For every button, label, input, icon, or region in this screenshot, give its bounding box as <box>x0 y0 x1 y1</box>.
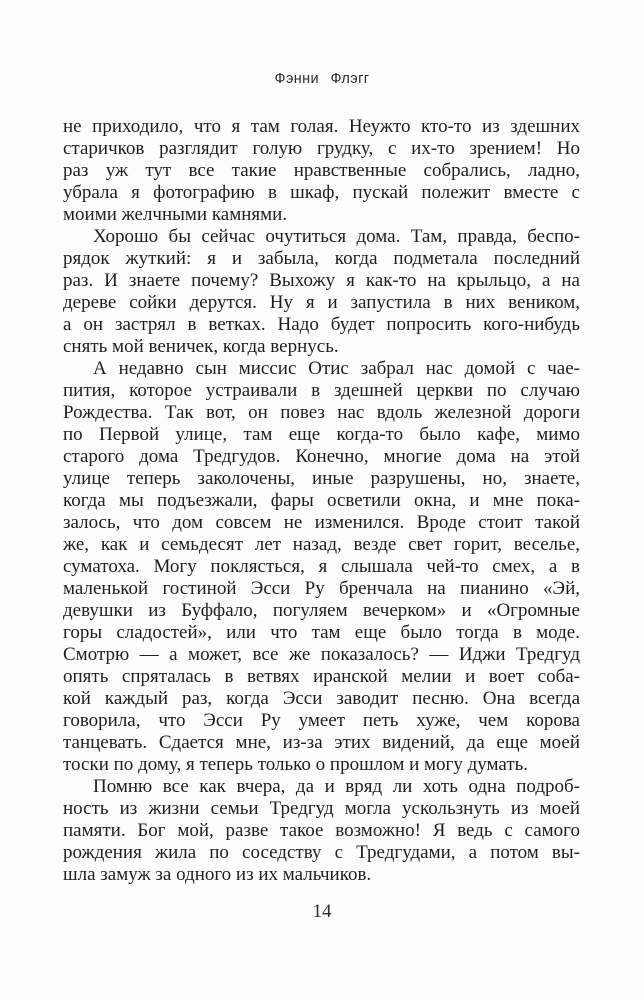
text-line: а он застрял в ветках. Надо будет попросить кого-нибудь <box>63 314 580 335</box>
body-text <box>63 116 580 886</box>
text-line: танцевать. Сдается мне, из-за этих видений, да еще моей <box>63 732 580 753</box>
text-line: раз уж тут все такие нравственные собрались, ладно, <box>63 160 580 181</box>
text-line: дереве сойки дерутся. Ну я и запустила в них веником, <box>63 292 580 313</box>
text-line: шла замуж за одного из их мальчиков. <box>63 864 372 885</box>
text-line: когда мы подъезжали, фары осветили окна, и мне пока- <box>63 490 580 511</box>
text-line: горы сладостей», или что там еще было тогда в моде. <box>63 622 580 643</box>
text-line: пития, которое устраивали в здешней церкви по случаю <box>63 380 580 401</box>
paragraph <box>63 226 580 358</box>
text-line: моими желчными камнями. <box>63 204 288 225</box>
text-line: залось, что дом совсем не изменился. Вроде стоит такой <box>63 512 580 533</box>
text-line: тоски по дому, я теперь только о прошлом и могу думать. <box>63 754 529 775</box>
text-line: маленькой гостиной Эсси Ру бренчала на пианино «Эй, <box>63 578 580 599</box>
page-number: 14 <box>312 901 332 922</box>
text-line: опять спряталась в ветвях иранской мелии и воет соба- <box>63 666 580 687</box>
text-line: памяти. Бог мой, разве такое возможно! Я ведь с самого <box>63 820 580 841</box>
text-line: Хорошо бы сейчас очутиться дома. Там, правда, беспо- <box>93 226 580 247</box>
text-line: Рождества. Так вот, он повез нас вдоль железной дороги <box>63 402 580 423</box>
text-line: по Первой улице, там еще когда-то было кафе, мимо <box>63 424 580 445</box>
text-line: улице теперь заколочены, иные разрушены, но, знаете, <box>63 468 580 489</box>
paragraph <box>63 776 580 886</box>
text-line: А недавно сын миссис Отис забрал нас домой с чае- <box>93 358 580 379</box>
text-line: ность из жизни семьи Тредгуд могла ускользнуть из моей <box>63 798 580 819</box>
text-line: рождения жила по соседству с Тредгудами, а потом вы- <box>63 842 580 863</box>
text-line: суматоха. Могу поклясться, я слышала чей-то смех, а в <box>63 556 580 577</box>
text-line: же, как и семьдесят лет назад, везде свет горит, веселье, <box>63 534 580 555</box>
running-head-author: Фэнни Флэгг <box>274 71 370 87</box>
text-line: старичков разглядит голую грудку, с их-то зрением! Но <box>63 138 580 159</box>
paragraph <box>63 116 580 226</box>
text-line: убрала я фотографию в шкаф, пускай полежит вместе с <box>63 182 580 203</box>
text-line: Смотрю — а может, все же показалось? — Иджи Тредгуд <box>63 644 580 665</box>
text-line: рядок жуткий: я и забыла, когда подметала последний <box>63 248 580 269</box>
text-line: Помню все как вчера, да и вряд ли хоть одна подроб- <box>93 776 580 797</box>
text-line: не приходило, что я там голая. Неужто кто-то из здешних <box>63 116 580 137</box>
text-line: раз. И знаете почему? Выхожу я как-то на крыльцо, а на <box>63 270 580 291</box>
text-line: снять мой веничек, когда вернусь. <box>63 336 339 357</box>
text-line: говорила, что Эсси Ру умеет петь хуже, чем корова <box>63 710 580 731</box>
paragraph <box>63 358 580 776</box>
text-line: девушки из Буффало, погуляем вечерком» и «Огромные <box>63 600 580 621</box>
text-line: кой каждый раз, когда Эсси заводит песню. Она всегда <box>63 688 580 709</box>
text-line: старого дома Тредгудов. Конечно, многие дома на этой <box>63 446 580 467</box>
